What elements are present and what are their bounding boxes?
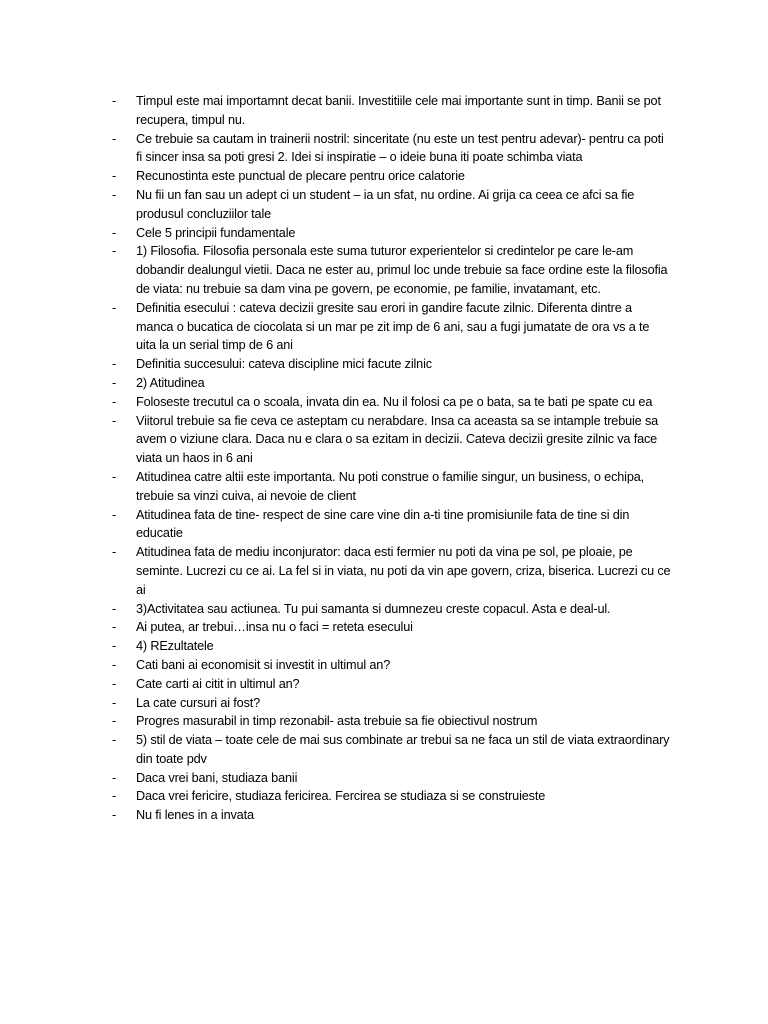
list-item <box>112 712 672 731</box>
list-item-text: Cati bani ai economisit si investit in ultimul an? <box>136 657 391 672</box>
bullet-dash: - <box>112 375 117 390</box>
list-item <box>112 637 672 656</box>
bullet-dash: - <box>112 695 117 710</box>
list-item-text: 4) REzultatele <box>136 639 214 654</box>
bullet-dash: - <box>112 545 117 560</box>
list-item <box>112 694 672 713</box>
bullet-dash: - <box>112 244 117 259</box>
bullet-dash: - <box>112 187 117 202</box>
list-item <box>112 787 672 806</box>
bullet-dash: - <box>112 300 117 315</box>
bullet-dash: - <box>112 770 117 785</box>
list-item-text: 2) Atitudinea <box>136 375 205 390</box>
bullet-dash: - <box>112 620 117 635</box>
list-item <box>112 731 672 769</box>
list-item-text: Nu fii un fan sau un adept ci un student – ia un sfat, nu ordine. Ai grija ca ceea ce afci sa fie produsul concluziilor tale <box>136 187 635 221</box>
list-item <box>112 92 672 130</box>
list-item-text: Atitudinea catre altii este importanta. Nu poti construe o familie singur, un business, o echipa, trebuie sa vinzi cuiva, ai nevoie de client <box>136 469 645 503</box>
list-item <box>112 299 672 355</box>
list-item-text: La cate cursuri ai fost? <box>136 695 261 710</box>
list-item <box>112 656 672 675</box>
list-item-text: Ce trebuie sa cautam in trainerii nostril: sinceritate (nu este un test pentru adevar)- pentru ca poti fi sincer insa sa poti gresi 2. Idei si inspiratie – o ideie buna iti poate schimba viata <box>136 131 664 165</box>
list-item <box>112 186 672 224</box>
list-item-text: Definitia succesului: cateva discipline mici facute zilnic <box>136 357 432 372</box>
list-item <box>112 543 672 599</box>
bullet-dash: - <box>112 808 117 823</box>
list-item <box>112 130 672 168</box>
list-item-text: Daca vrei bani, studiaza banii <box>136 770 298 785</box>
bullet-dash: - <box>112 131 117 146</box>
bullet-dash: - <box>112 394 117 409</box>
list-item <box>112 769 672 788</box>
list-item <box>112 224 672 243</box>
list-item-text: Atitudinea fata de mediu inconjurator: daca esti fermier nu poti da vina pe sol, pe ploaie, pe seminte. Lucrezi cu ce ai. La fel si in viata, nu poti da vin ape govern, criza, biserica. Lucrezi cu ce ai <box>136 545 671 597</box>
bullet-dash: - <box>112 413 117 428</box>
list-item-text: Viitorul trebuie sa fie ceva ce asteptam cu nerabdare. Insa ca aceasta sa se intample trebuie sa avem o viziune clara. Daca nu e clara o sa ezitam in decizii. Cateva decizii gresite zilnic va face viata un haos in 6 ani <box>136 413 659 466</box>
list-item-text: Timpul este mai importamnt decat banii. Investitiile cele mai importante sunt in timp. Banii se pot recupera, timpul nu. <box>136 94 661 127</box>
list-item-text: 1) Filosofia. Filosofia personala este suma tuturor experientelor si credintelor pe care le-am dobandir dealungul vietii. Daca ne ester au, primul loc unde trebuie sa face ordine este la filosofia de viata: nu trebuie sa dam vina pe govern, pe economie, pe familie, invatamant, etc. <box>136 244 668 296</box>
list-item-text: Nu fi lenes in a invata <box>136 808 254 823</box>
bullet-dash: - <box>112 789 117 804</box>
list-item-text: Foloseste trecutul ca o scoala, invata din ea. Nu il folosi ca pe o bata, sa te bati pe spate cu ea <box>136 394 653 409</box>
list-item <box>112 506 672 544</box>
bullet-dash: - <box>112 94 117 108</box>
list-item <box>112 355 672 374</box>
list-item-text: Ai putea, ar trebui…insa nu o faci = reteta esecului <box>136 620 413 635</box>
list-item <box>112 374 672 393</box>
bullet-list <box>112 92 672 825</box>
bullet-dash: - <box>112 507 117 522</box>
list-item-text: Daca vrei fericire, studiaza fericirea. Fercirea se studiaza si se construieste <box>136 789 546 804</box>
bullet-dash: - <box>112 357 117 372</box>
list-item <box>112 806 672 825</box>
bullet-dash: - <box>112 639 117 654</box>
list-item <box>112 468 672 506</box>
list-item <box>112 167 672 186</box>
bullet-dash: - <box>112 225 117 240</box>
list-item-text: Progres masurabil in timp rezonabil- asta trebuie sa fie obiectivul nostrum <box>136 714 538 729</box>
list-item-text: Atitudinea fata de tine- respect de sine care vine din a-ti tine promisiunile fata de tine si din educatie <box>136 507 630 541</box>
list-item-text: 5) stil de viata – toate cele de mai sus combinate ar trebui sa ne faca un stil de viata extraordinary din toate pdv <box>136 733 670 766</box>
list-item <box>112 675 672 694</box>
bullet-dash: - <box>112 657 117 672</box>
list-item-text: 3)Activitatea sau actiunea. Tu pui samanta si dumnezeu creste copacul. Asta e deal-ul. <box>136 601 611 616</box>
list-item <box>112 242 672 298</box>
bullet-dash: - <box>112 714 117 729</box>
list-item-text: Recunostinta este punctual de plecare pentru orice calatorie <box>136 169 465 184</box>
list-item <box>112 618 672 637</box>
bullet-dash: - <box>112 733 117 748</box>
list-item-text: Cele 5 principii fundamentale <box>136 225 296 240</box>
bullet-dash: - <box>112 601 117 616</box>
bullet-dash: - <box>112 676 117 691</box>
list-item-text: Cate carti ai citit in ultimul an? <box>136 676 300 691</box>
bullet-dash: - <box>112 169 117 184</box>
bullet-dash: - <box>112 469 117 484</box>
list-item <box>112 393 672 412</box>
list-item <box>112 412 672 468</box>
list-item <box>112 600 672 619</box>
list-item-text: Definitia esecului : cateva decizii gresite sau erori in gandire facute zilnic. Diferenta dintre a manca o bucatica de ciocolata si un mar pe zit imp de 6 ani, sau a fugi jumatate de ora vs a te uita la un serial timp de 6 ani <box>136 300 650 353</box>
